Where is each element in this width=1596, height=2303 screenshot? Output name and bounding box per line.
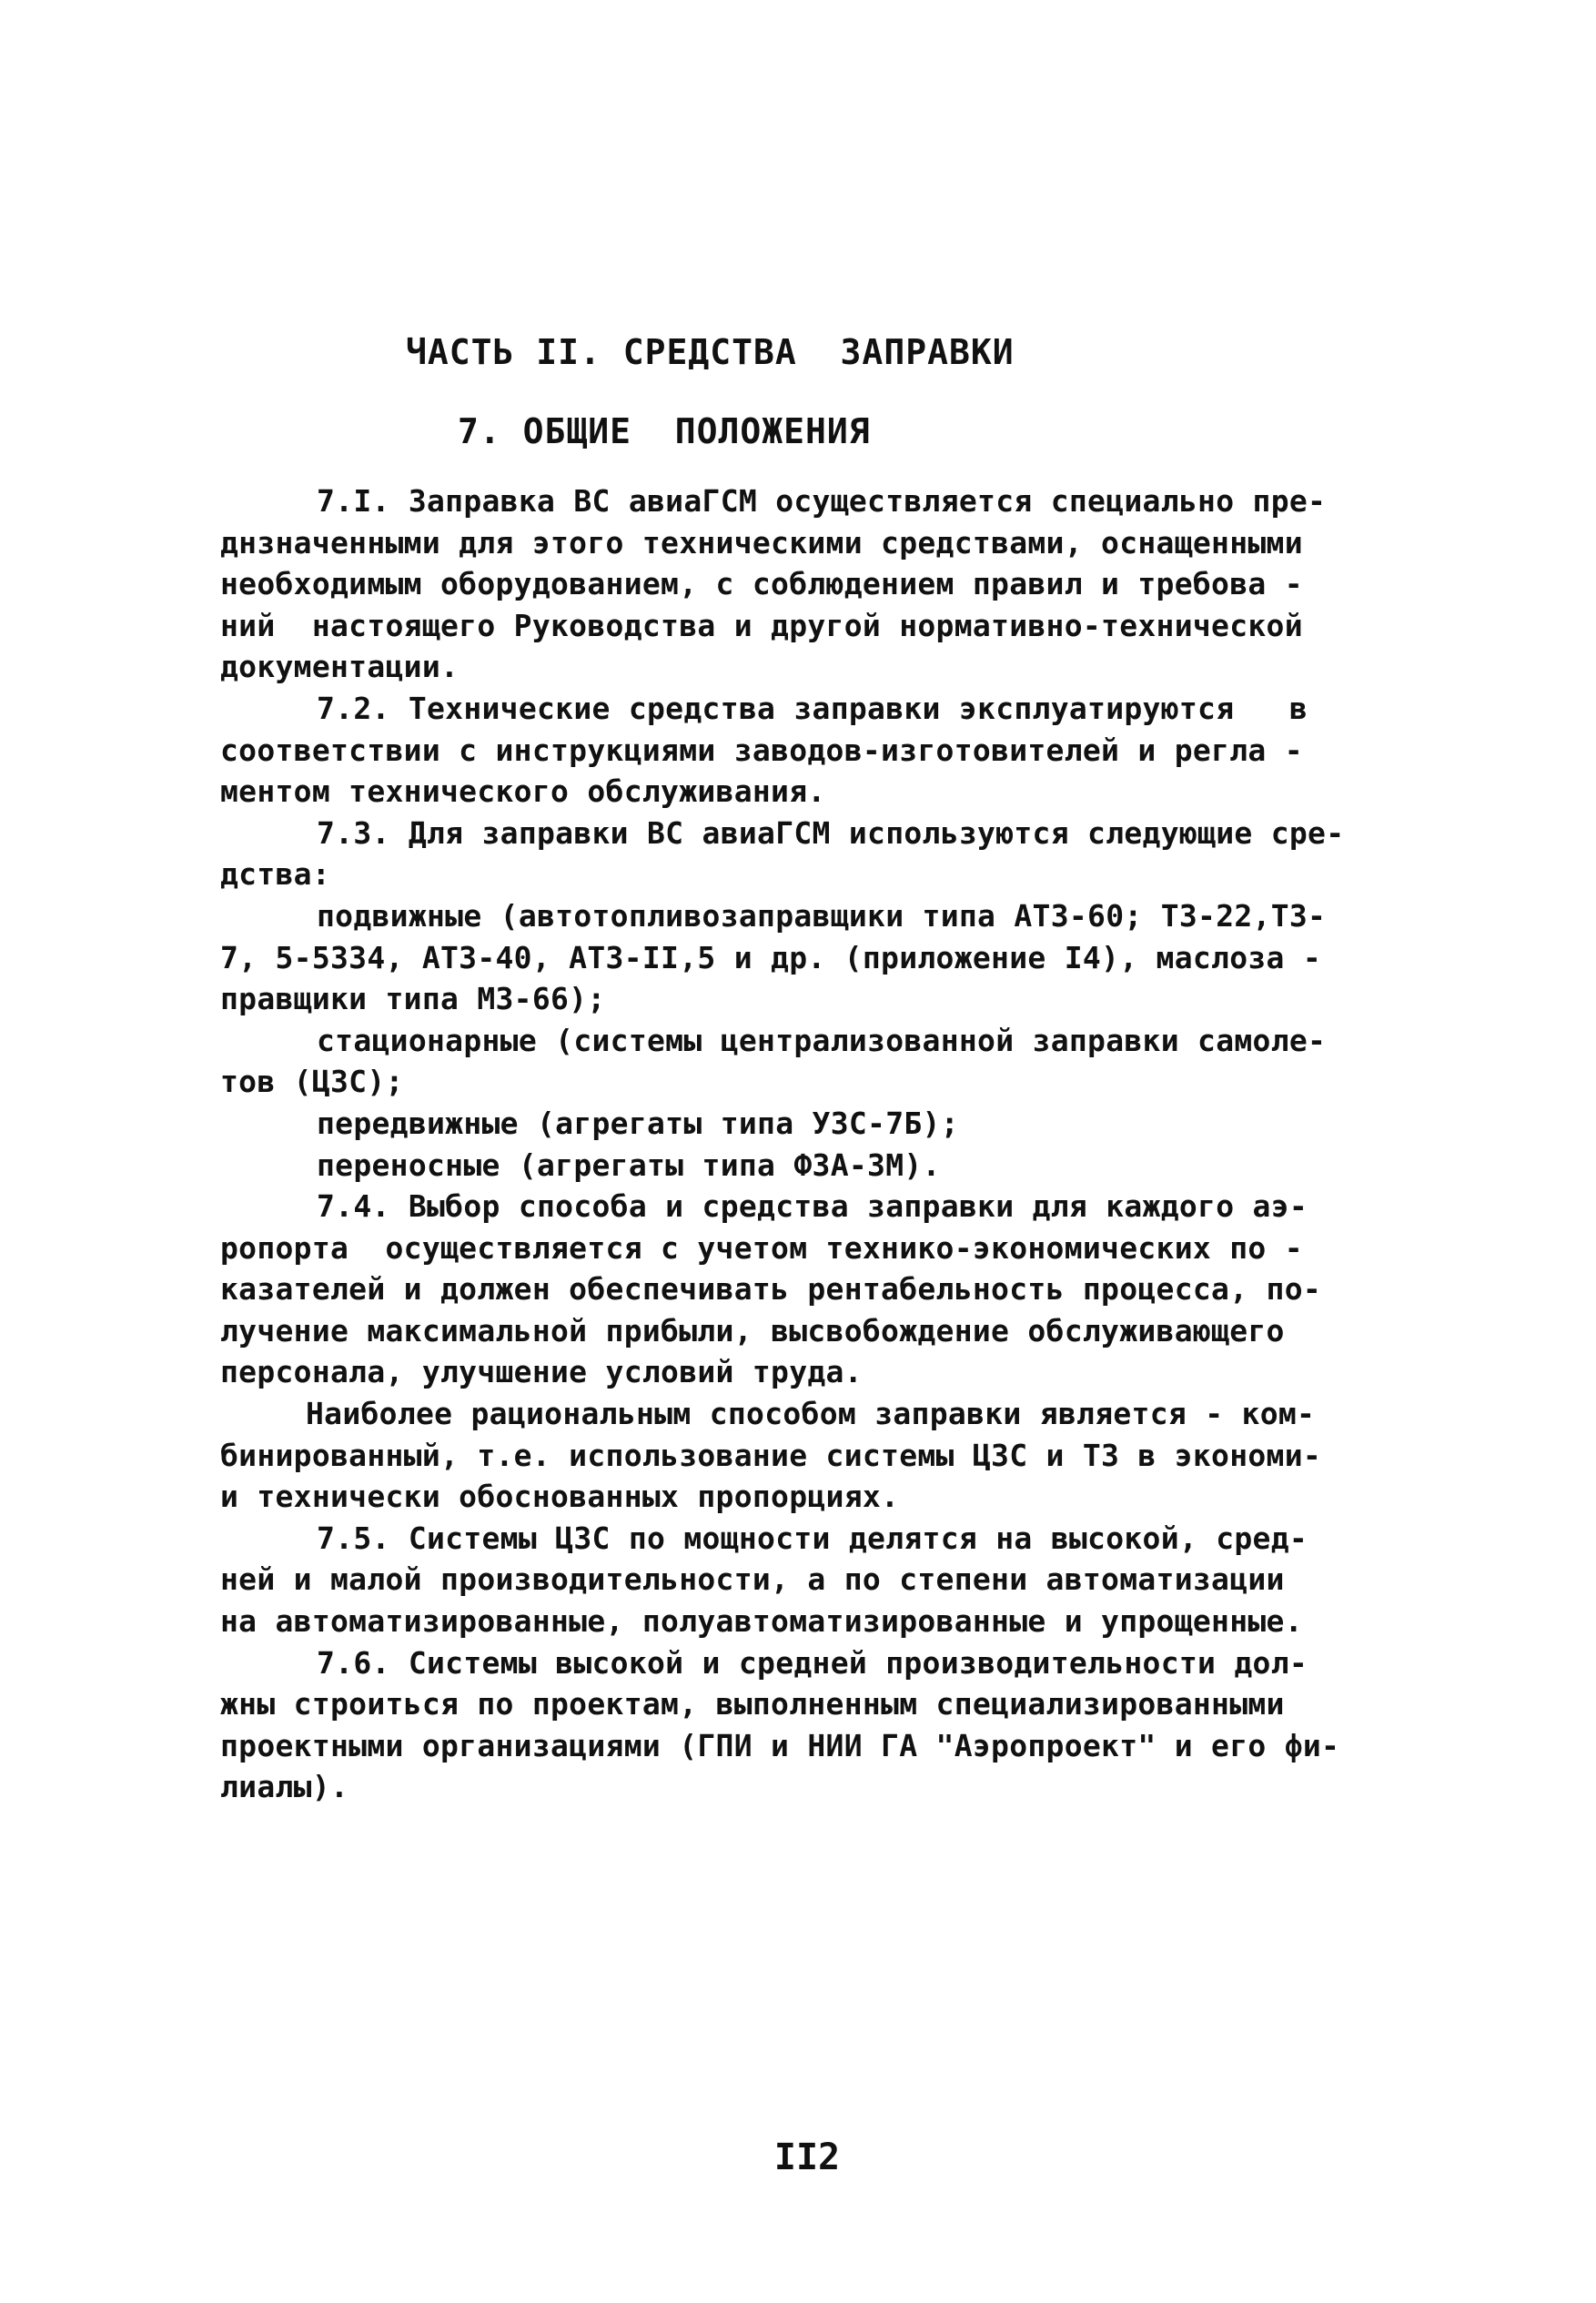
text-line: 7.I. Заправка ВС авиаГСМ осуществляется специально пре-: [317, 483, 1327, 519]
text-line: казателей и должен обеспечивать рентабельность процесса, по-: [220, 1271, 1322, 1308]
text-line: ней и малой производительности, а по степени автоматизации: [220, 1561, 1285, 1598]
part-title: ЧАСТЬ II. СРЕДСТВА ЗАПРАВКИ: [406, 332, 1015, 372]
text-line: соответствии с инструкциями заводов-изготовителей и регла -: [220, 732, 1303, 768]
document-body: [220, 480, 1403, 1808]
text-line: тов (ЦЗС);: [220, 1064, 404, 1100]
text-line: ропорта осуществляется с учетом технико-экономических по -: [220, 1229, 1303, 1266]
text-line: 7.5. Системы ЦЗС по мощности делятся на высокой, сред-: [317, 1520, 1308, 1556]
text-line: 7, 5-5334, АТЗ-40, АТЗ-II,5 и др. (приложение I4), маслоза -: [220, 939, 1322, 975]
text-line: лиалы).: [220, 1769, 349, 1805]
text-line: проектными организациями (ГПИ и НИИ ГА "Аэропроект" и его фи-: [220, 1727, 1340, 1763]
text-line: необходимым оборудованием, с соблюдением правил и требова -: [220, 566, 1303, 602]
page-number: II2: [773, 2136, 841, 2178]
text-line: лучение максимальной прибыли, высвобождение обслуживающего: [220, 1312, 1285, 1348]
text-line: днзначенными для этого техническими средствами, оснащенными: [220, 524, 1303, 561]
text-line: переносные (агрегаты типа ФЗА-ЗМ).: [317, 1146, 941, 1183]
text-line: на автоматизированные, полуавтоматизированные и упрощенные.: [220, 1603, 1303, 1640]
text-line: жны строиться по проектам, выполненным специализированными: [220, 1686, 1285, 1722]
text-line: правщики типа МЗ-66);: [220, 981, 606, 1017]
text-line: дства:: [220, 856, 331, 893]
text-line: подвижные (автотопливозаправщики типа АТЗ-60; ТЗ-22,ТЗ-: [317, 897, 1327, 934]
text-line: передвижные (агрегаты типа УЗС-7Б);: [317, 1105, 959, 1141]
text-line: 7.2. Технические средства заправки эксплуатируются в: [317, 690, 1308, 726]
text-line: персонала, улучшение условий труда.: [220, 1354, 863, 1390]
text-line: ментом технического обслуживания.: [220, 773, 826, 810]
text-line: и технически обоснованных пропорциях.: [220, 1479, 900, 1515]
text-line: 7.3. Для заправки ВС авиаГСМ используются следующие сре-: [317, 814, 1345, 851]
text-line: бинированный, т.е. использование системы ЦЗС и ТЗ в экономи-: [220, 1437, 1322, 1473]
text-line: Наиболее рациональным способом заправки является - ком-: [306, 1396, 1316, 1432]
section-title: 7. ОБЩИЕ ПОЛОЖЕНИЯ: [458, 411, 871, 451]
text-line: документации.: [220, 649, 460, 685]
text-line: ний настоящего Руководства и другой нормативно-технической: [220, 607, 1303, 643]
text-line: 7.4. Выбор способа и средства заправки для каждого аэ-: [317, 1188, 1308, 1225]
text-line: стационарные (системы централизованной заправки самоле-: [317, 1022, 1327, 1058]
text-line: 7.6. Системы высокой и средней производительности дол-: [317, 1644, 1308, 1681]
